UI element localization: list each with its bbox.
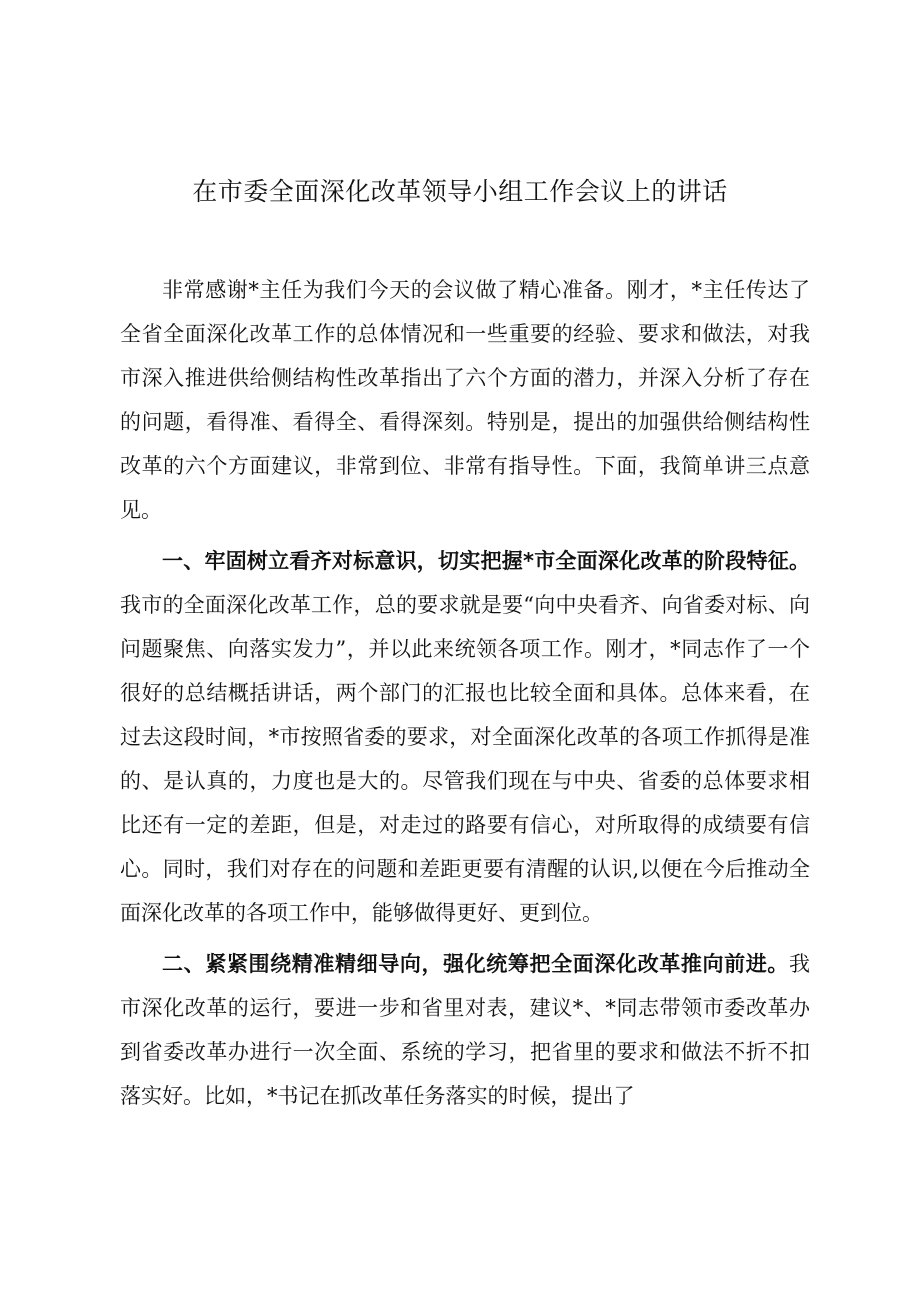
paragraph-point-two [120,942,810,1118]
document-body [120,268,810,1125]
paragraph-text: 我市的全面深化改革工作，总的要求就是要“向中央看齐、向省委对标、向问题聚焦、向落实发力”，并以此来统领各项工作。刚才，*同志作了一个很好的总结概括讲话，两个部门的汇报也比较全面和具体。总体来看，在过去这段时间，*市按照省委的要求，对全面深化改革的各项工作抓得是准的、是认真的，力度也是大的。尽管我们现在与中央、省委的总体要求相比还有一定的差距，但是，对走过的路要有信心，对所取得的成绩要有信心。同时，我们对存在的问题和差距更要有清醒的认识,以便在今后推动全面深化改革的各项工作中，能够做得更好、更到位。 [120,593,810,925]
paragraph-text: 我市深化改革的运行，要进一步和省里对表，建议*、*同志带领市委改革办到省委改革办进行一次全面、系统的学习，把省里的要求和做法不折不扣落实好。比如，*书记在抓改革任务落实的时候，提出了 [120,952,810,1108]
paragraph-intro [120,268,810,532]
document-title: 在市委全面深化改革领导小组工作会议上的讲话 [192,177,728,206]
paragraph-heading: 二、紧紧围绕精准精细导向，强化统筹把全面深化改革推向前进。 [162,952,789,976]
paragraph-point-one [120,539,810,935]
paragraph-heading: 一、牢固树立看齐对标意识，切实把握*市全面深化改革的阶段特征。 [162,549,810,573]
paragraph-text: 非常感谢*主任为我们今天的会议做了精心准备。刚才，*主任传达了全省全面深化改革工作的总体情况和一些重要的经验、要求和做法，对我市深入推进供给侧结构性改革指出了六个方面的潜力，并深入分析了存在的问题，看得准、看得全、看得深刻。特别是，提出的加强供给侧结构性改革的六个方面建议，非常到位、非常有指导性。下面，我简单讲三点意见。 [120,278,810,522]
